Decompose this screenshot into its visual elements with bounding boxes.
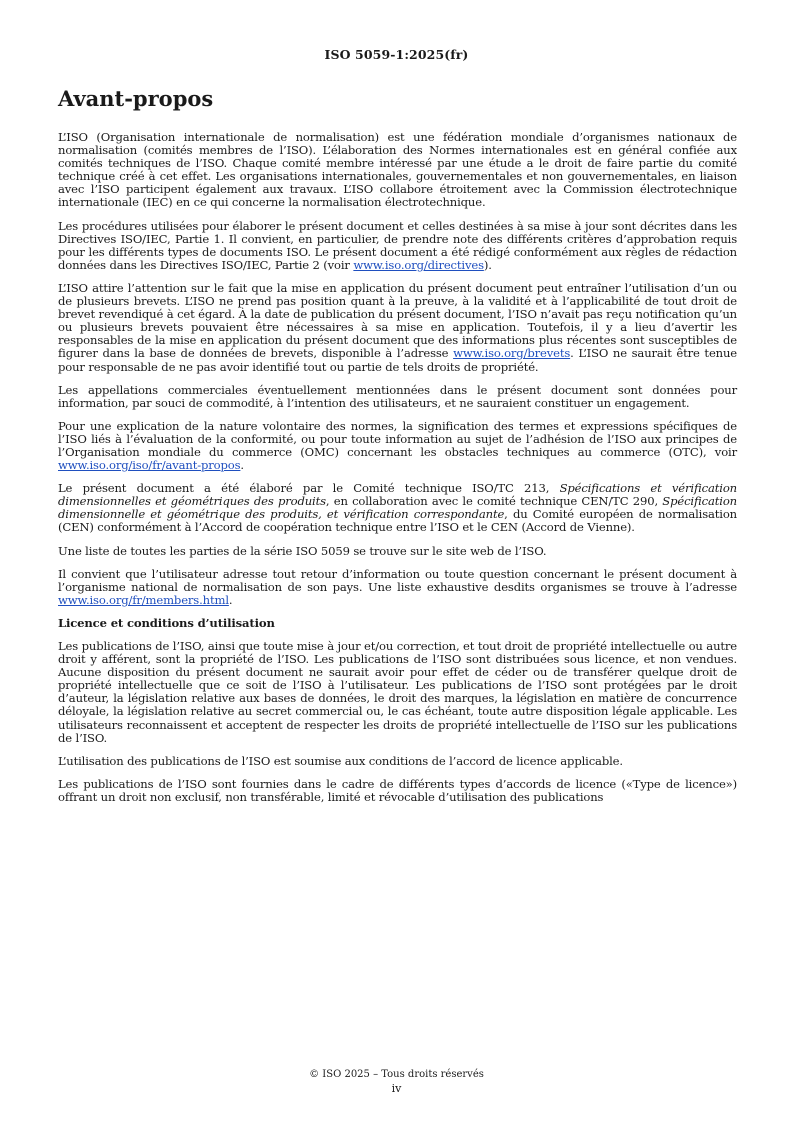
paragraph-licence-types: Les publications de l’ISO sont fournies dans le cadre de différents types d’accords de licence («Type de licence») offrant un droit non exclusif, non transférable, limité et révocable d’utilisation des publications [58,776,737,804]
paragraph-committee: Le présent document a été élaboré par le Comité technique ISO/TC 213, Spécifications et vérification dimensionnelles et géométriques des produits, en collaboration avec le comité technique CEN/TC 290, Spécification dimensionnelle et géométrique des produits, et vérification correspondante, du Comité européen de normalisation (CEN) conformément à l’Accord de coopération technique entre l’ISO et le CEN (Accord de Vienne). [58,481,737,535]
paragraph-licence-ip: Les publications de l’ISO, ainsi que toute mise à jour et/ou correction, et tout droit de propriété intellectuelle ou autre droit y afférent, sont la propriété de l’ISO. Les publications de l’ISO sont distribuées sous licence, et non vendues. Aucune disposition du présent document ne saurait avoir pour effet de céder ou de transférer quelque droit de propriété intellectuelle que ce soit de l’ISO à l’utilisateur. Les publications de l’ISO sont protégées par le droit d’auteur, la législation relative aux bases de données, le droit des marques, la législation en matière de concurrence déloyale, la législation relative au secret commercial ou, le cas échéant, toute autre disposition légale applicable. Les utilisateurs reconnaissent et acceptent de respecter les droits de propriété intellectuelle de l’ISO sur les publications de l’ISO. [58,639,737,745]
paragraph-iso-intro: L’ISO (Organisation internationale de normalisation) est une fédération mondiale d’organismes nationaux de normalisation (comités membres de l’ISO). L’élaboration des Normes internationales est en général confiée aux comités techniques de l’ISO. Chaque comité membre intéressé par une étude a le droit de faire partie du comité technique créé à cet effet. Les organisations internationales, gouvernementales et non gouvernementales, en liaison avec l’ISO participent également aux travaux. L’ISO collabore étroitement avec la Commission électrotechnique internationale (IEC) en ce qui concerne la normalisation électrotechnique. [58,130,737,210]
paragraph-voluntary-nature: Pour une explication de la nature volontaire des normes, la signification des termes et expressions spécifiques de l’ISO liés à l’évaluation de la conformité, ou pour toute information au sujet de l’adhésion de l’ISO aux principes de l’Organisation mondiale du commerce (OMC) concernant les obstacles techniques au commerce (OTC), voir www.iso.org/iso/fr/avant-propos. [58,418,737,473]
copyright-notice: © ISO 2025 – Tous droits réservés [309,1069,484,1080]
licence-subheading: Licence et conditions d’utilisation [58,615,275,630]
members-link[interactable]: www.iso.org/fr/members.html [58,592,229,607]
paragraph-procedures: Les procédures utilisées pour élaborer le présent document et celles destinées à sa mise à jour sont décrites dans les Directives ISO/IEC, Partie 1. Il convient, en particulier, de prendre note des différents critères d’approbation requis pour les différents types de documents ISO. Le présent document a été rédigé conformément aux règles de rédaction données dans les Directives ISO/IEC, Partie 2 (voir www.iso.org/directives). [58,218,737,272]
directives-link[interactable]: www.iso.org/directives [353,257,484,272]
foreword-link[interactable]: www.iso.org/iso/fr/avant-propos [58,458,241,473]
paragraph-feedback: Il convient que l’utilisateur adresse tout retour d’information ou toute question concernant le présent document à l’organisme national de normalisation de son pays. Une liste exhaustive desdits organismes se trouve à l’adresse www.iso.org/fr/members.html. [58,566,737,607]
tc290-title: Spécification dimensionnelle et géométrique des produits, et vérification correspondante [58,494,737,522]
page-number: iv [391,1082,402,1095]
patents-link[interactable]: www.iso.org/brevets [453,346,571,361]
paragraph-patents: L’ISO attire l’attention sur le fait que la mise en application du présent document peut entraîner l’utilisation d’un ou de plusieurs brevets. L’ISO ne prend pas position quant à la preuve, à la validité et à l’applicabilité de tout droit de brevet revendiqué à cet égard. À la date de publication du présent document, l’ISO n’avait pas reçu notification qu’un ou plusieurs brevets pouvaient être nécessaires à sa mise en application. Toutefois, il y a lieu d’avertir les responsables de la mise en application du présent document que des informations plus récentes sont susceptibles de figurer dans la base de données de brevets, disponible à l’adresse www.iso.org/brevets. L’ISO ne saurait être tenue pour responsable de ne pas avoir identifié tout ou partie de tels droits de propriété. [58,280,738,374]
section-title: Avant-propos [58,86,214,111]
page-footer [0,1068,793,1096]
tc213-title: Spécifications et vérification dimensionnelles et géométriques des produits [58,481,737,509]
paragraph-series-list: Une liste de toutes les parties de la série ISO 5059 se trouve sur le site web de l’ISO. [58,543,547,558]
paragraph-trade-names: Les appellations commerciales éventuellement mentionnées dans le présent document sont données pour information, par souci de commodité, à l’intention des utilisateurs, et ne sauraient constituer un engagement. [58,382,737,410]
document-id-header: ISO 5059-1:2025(fr) [324,47,469,62]
paragraph-licence-conditions: L’utilisation des publications de l’ISO est soumise aux conditions de l’accord de licence applicable. [58,753,623,768]
page-content [58,86,737,814]
